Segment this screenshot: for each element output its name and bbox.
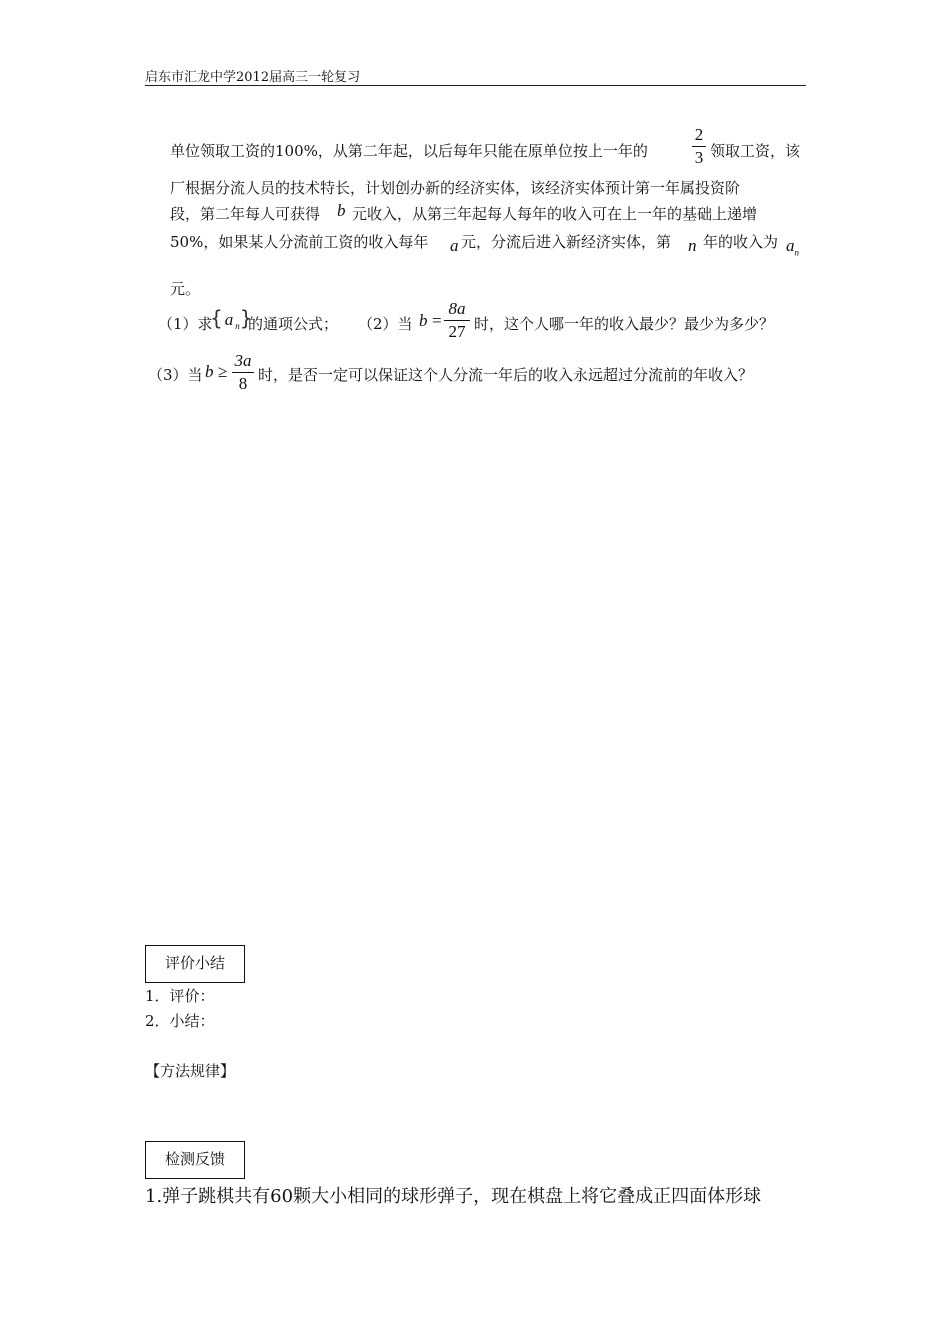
variable-a: a <box>450 236 459 255</box>
greater-equal-sign: ≥ <box>218 362 228 381</box>
fraction-denominator: 27 <box>448 322 466 341</box>
fraction-denominator: 8 <box>238 374 248 393</box>
fraction-bar <box>444 320 470 321</box>
fraction-denominator: 3 <box>694 148 704 167</box>
problem-line-1b: 领取工资，该 <box>710 142 801 160</box>
summary-item-1: 1．评价： <box>145 987 215 1005</box>
variable-n: n <box>688 236 697 255</box>
problem-line-4a: 50%，如果某人分流前工资的收入每年 <box>170 233 429 251</box>
sequence-notation <box>210 306 252 331</box>
summary-box-label: 评价小结 <box>164 954 225 972</box>
question-2-prefix: （2）当 <box>358 315 413 333</box>
feedback-question-1: 1.弹子跳棋共有60颗大小相同的球形弹子，现在棋盘上将它叠成正四面体形球 <box>145 1186 762 1207</box>
fraction-numerator: 3a <box>234 351 252 370</box>
question-3-variable-b: b <box>205 362 214 381</box>
page-header: 启东市汇龙中学2012届高三一轮复习 <box>145 70 361 85</box>
fraction-bar <box>232 372 254 373</box>
fraction-numerator: 2 <box>694 125 704 144</box>
summary-box <box>145 945 245 983</box>
question-2-variable-b: b <box>419 311 428 330</box>
question-3-suffix: 时，是否一定可以保证这个人分流一年后的收入永远超过分流前的年收入？ <box>258 366 754 384</box>
fraction-numerator: 8a <box>448 299 466 318</box>
fraction-bar <box>692 146 706 147</box>
variable-b: b <box>337 201 346 220</box>
sequence-sub: n <box>235 321 240 332</box>
question-1-prefix: （1）求 <box>158 315 213 333</box>
equals-sign: = <box>432 311 442 330</box>
problem-line-4b: 元，分流后进入新经济实体，第 <box>461 233 672 251</box>
problem-line-3a: 段，第二年每人可获得 <box>170 205 321 223</box>
problem-line-3b: 元收入，从第三年起每人每年的收入可在上一年的基础上递增 <box>352 205 758 223</box>
feedback-box <box>145 1141 245 1179</box>
right-brace: } <box>239 306 253 330</box>
summary-item-2: 2．小结： <box>145 1012 215 1030</box>
feedback-box-label: 检测反馈 <box>164 1150 225 1168</box>
header-rule <box>145 85 806 86</box>
question-2-suffix: 时，这个人哪一年的收入最少？最少为多少？ <box>474 315 775 333</box>
method-label: 【方法规律】 <box>145 1062 236 1080</box>
variable-a-n <box>786 236 799 257</box>
problem-line-2: 厂根据分流人员的技术特长，计划创办新的经济实体，该经济实体预计第一年属投资阶 <box>170 179 741 197</box>
fraction-two-thirds <box>692 126 706 167</box>
problem-line-5: 元。 <box>170 280 201 298</box>
problem-line-4c: 年的收入为 <box>703 233 779 251</box>
sequence-base: a <box>224 310 234 329</box>
left-brace: { <box>210 306 223 330</box>
question-1-suffix: 的通项公式； <box>248 315 339 333</box>
problem-line-1a: 单位领取工资的100%，从第二年起，以后每年只能在原单位按上一年的 <box>170 142 648 160</box>
question-3-prefix: （3）当 <box>148 366 203 384</box>
fraction-3a-over-8 <box>232 352 254 393</box>
fraction-8a-over-27 <box>444 300 470 341</box>
variable-a-n-sub: n <box>794 247 799 258</box>
variable-a-n-base: a <box>786 236 795 255</box>
